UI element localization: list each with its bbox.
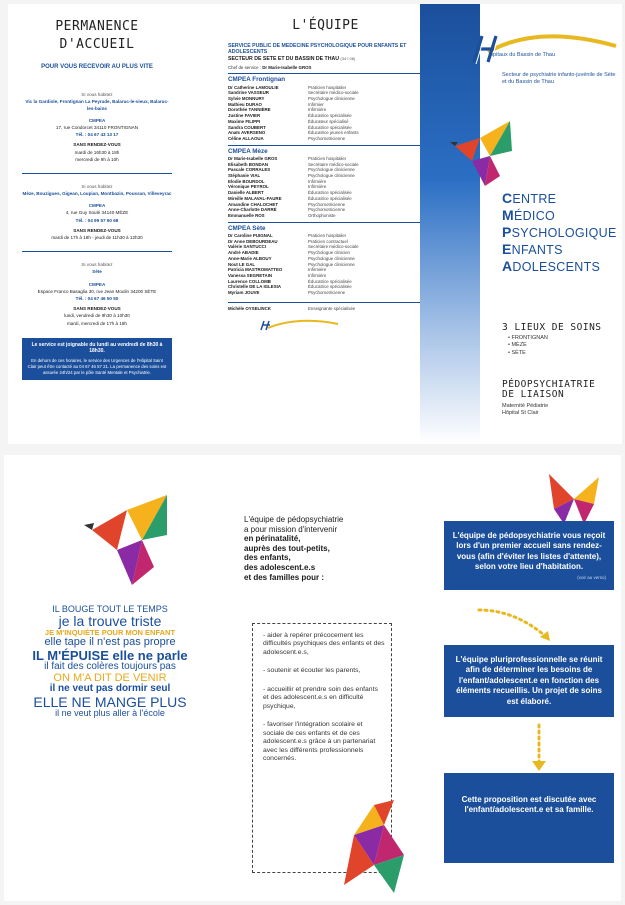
group-hours-1: lundi, vendredi de 9h30 à 10h30 bbox=[64, 313, 130, 319]
member-role: Éducatrice spécialisée bbox=[308, 124, 352, 130]
member-role: Éducatrice spécialisée bbox=[308, 190, 352, 196]
intro-line: auprès des tout-petits, bbox=[244, 543, 330, 553]
liaison-section bbox=[502, 380, 595, 418]
brochure-inside bbox=[4, 455, 621, 901]
mission-item: - soutenir et écouter les parents, bbox=[263, 667, 361, 675]
member-name: Sylvie MONNURY bbox=[228, 95, 265, 101]
member-role: Éducatrice jeunes enfants bbox=[308, 130, 359, 136]
member-name: Anaïs AVERSENO bbox=[228, 130, 266, 136]
member-role: Praticien hospitalier bbox=[308, 232, 347, 238]
care-locations bbox=[502, 322, 602, 357]
chef-name: Dr Marie-Isabelle GROS bbox=[262, 64, 312, 70]
member-role: Psychologue clinicienne bbox=[308, 167, 355, 173]
hospital-logo-icon bbox=[228, 318, 348, 332]
member-name: Maxime FILIPPI bbox=[228, 118, 261, 124]
accueil-group-sete bbox=[22, 255, 172, 334]
member-role: Psychomotricienne bbox=[308, 290, 346, 296]
intro-line: des adolescent.e.s bbox=[244, 562, 316, 572]
group-address: 17, rue Condorcet 34110 FRONTIGNAN bbox=[55, 124, 139, 130]
member-name: Anne-Charlotte DARRÉ bbox=[228, 207, 277, 213]
origami-butterfly-icon bbox=[544, 469, 604, 529]
location-item: • FRONTIGNAN bbox=[508, 335, 548, 341]
member-name: Dr Catherine LAMOULIE bbox=[228, 84, 279, 90]
team-heading: CMPEA Sète bbox=[228, 222, 423, 233]
cmpea-line: PSYCHOLOGIQUE bbox=[502, 224, 617, 240]
group-walkin: SANS RENDEZ-VOUS bbox=[73, 306, 121, 312]
service-name: SERVICE PUBLIC DE MEDECINE PSYCHOLOGIQUE POUR ENFANTS ET ADOLESCENTS bbox=[228, 42, 407, 56]
member-role: Infirmière bbox=[308, 267, 327, 273]
step-team-meeting: L'équipe pluriprofessionnelle se réunit afin de déterminer les besoins de l'enfant/adolescent.e en fonction des éléments recueillis. Un projet de soins est élaboré. bbox=[444, 645, 614, 717]
concern-phrase: elle tape il n'est pas propre bbox=[44, 636, 176, 648]
member-role: Praticien hospitalier bbox=[308, 84, 347, 90]
member-role: Praticien contractuel bbox=[308, 238, 348, 244]
member-role: Praticien hospitalier bbox=[308, 155, 347, 161]
group-walkin: SANS RENDEZ-VOUS bbox=[73, 142, 121, 148]
permanence-subtitle: POUR VOUS RECEVOIR AU PLUS VITE bbox=[41, 64, 153, 71]
member-name: Vanessa SEGRETAIN bbox=[228, 273, 273, 278]
permanence-title: PERMANENCE D'ACCUEIL bbox=[55, 19, 139, 52]
intro-line: et des familles pour : bbox=[244, 572, 325, 582]
cover-panel bbox=[420, 4, 622, 444]
member-name: Valérie SANTUCCI bbox=[228, 244, 267, 250]
concern-phrase: ELLE NE MANGE PLUS bbox=[33, 693, 187, 710]
small-hospital-logo bbox=[228, 318, 423, 332]
member-name: Elodie BOURDOL bbox=[228, 178, 265, 184]
group-towns: Sète bbox=[92, 269, 102, 275]
group-hours-2: mercredi de 9h à 10h bbox=[75, 156, 119, 162]
member-role: Psychologue clinicien bbox=[308, 250, 350, 256]
group-address: Espace Franco Basaglia 30, rue Jean Moulin 34200 SÈTE bbox=[37, 288, 157, 294]
member-role: Psychologue clinicienne bbox=[308, 173, 355, 179]
member-role: Éducatrice spécialisée bbox=[308, 278, 352, 284]
origami-horse-icon bbox=[334, 795, 414, 895]
contact-info-box bbox=[22, 338, 172, 380]
member-name: Laurence COLLOMB bbox=[228, 278, 271, 284]
member-role: Infirmière bbox=[308, 178, 327, 184]
member-name: Sandra COUBERT bbox=[228, 124, 266, 130]
member-role: Éducateur spécialisé bbox=[308, 118, 349, 124]
accueil-group-meze bbox=[22, 177, 172, 248]
permanence-column bbox=[22, 18, 172, 380]
team-member bbox=[228, 213, 423, 219]
brochure-outside bbox=[8, 4, 622, 444]
mission-item: - favoriser l'intégration scolaire et sociale de ces enfants et de ces adolescent.e.s grâce à un partenariat avec les différents professionnels concernés. bbox=[263, 721, 376, 763]
member-name: Danielle ALBERT bbox=[228, 190, 264, 196]
liaison-title-2: DE LIAISON bbox=[502, 389, 565, 401]
group-phone: Tél. : 04 67 46 50 50 bbox=[75, 295, 119, 301]
member-role: Psychomotricienne bbox=[308, 136, 346, 141]
contact-emergency: En dehors de ces horaires, le service des Urgences de l'Hôpital Saint Clair peut être contacté au 04 67 46 57 21. La permanence des soins est assurée 24h/24 par le pôle Santé Mentale et Psychiatrie. bbox=[27, 358, 167, 375]
member-name: André ABADIE bbox=[228, 250, 259, 256]
member-role: Éducatrice spécialisée bbox=[308, 195, 352, 201]
intro-line: en périnatalité, bbox=[244, 534, 301, 544]
sector-code: (34 I 06) bbox=[340, 55, 356, 61]
member-name: Elisabeth BONDAN bbox=[228, 161, 269, 167]
member-name: Myriam JOUVE bbox=[228, 290, 260, 296]
member-name: Véronique PEYROL bbox=[228, 184, 269, 190]
team-lists bbox=[228, 73, 423, 296]
group-hours-1: mardi de 16h30 à 18h bbox=[74, 149, 120, 155]
member-role: Infirmière bbox=[308, 184, 327, 190]
cmpea-line: MÉDICO bbox=[502, 207, 556, 223]
member-role: Psychologue clinicienne bbox=[308, 255, 355, 261]
intro-line: L'équipe de pédopsychiatrie bbox=[244, 515, 344, 524]
parent-concerns bbox=[10, 605, 210, 719]
team-heading: CMPEA Mèze bbox=[228, 145, 423, 156]
member-role: Psychologue clinicienne bbox=[308, 95, 355, 101]
extra-member bbox=[228, 302, 423, 312]
member-role: Secrétaire médico-sociale bbox=[308, 244, 359, 250]
member-role: Infirmier bbox=[308, 101, 324, 107]
member-role: Psychomotricienne bbox=[308, 201, 346, 207]
intro-line: a pour mission d'intervenir bbox=[244, 524, 338, 534]
hospital-logo-text: ôpitaux du Bassin de Thau bbox=[490, 52, 556, 58]
concern-phrase: IL M'ÉPUISE elle ne parle bbox=[32, 647, 188, 663]
member-name: Sandrine VASSEUR bbox=[228, 90, 269, 96]
team-member bbox=[228, 136, 423, 142]
member-name: Emmanuelle ROS bbox=[228, 213, 265, 219]
cmpea-title bbox=[502, 190, 617, 275]
member-name: Patricia MASTROMATTEO bbox=[228, 267, 283, 273]
member-role: Éducatrice spécialisée bbox=[308, 113, 352, 119]
cmpea-line: CENTRE bbox=[502, 190, 557, 206]
member-role: Infirmière bbox=[308, 273, 327, 278]
step-discussion: Cette proposition est discutée avec l'enfant/adolescent.e et sa famille. bbox=[444, 773, 614, 863]
concern-phrase: il fait des colères toujours pas bbox=[44, 661, 176, 673]
member-role: Infirmière bbox=[308, 107, 327, 113]
mission-item: - accueillir et prendre soin des enfants et des adolescent.e.s en difficulté psychique, bbox=[263, 685, 378, 710]
concern-phrase: il ne veut pas dormir seul bbox=[49, 683, 171, 695]
mission-item: - aider à repérer précocement les difficultés psychiques des enfants et des adolescent.e.s, bbox=[263, 632, 385, 656]
step-note: (voir au verso) bbox=[577, 574, 606, 580]
chef-line bbox=[228, 65, 423, 71]
location-item: • MÈZE bbox=[508, 342, 527, 349]
member-role: Secrétaire médico-sociale bbox=[308, 90, 359, 96]
intro-line: des enfants, bbox=[244, 553, 291, 563]
concern-phrase: ON M'A DIT DE VENIR bbox=[53, 671, 167, 684]
group-address: 4, rue Guy Soulé 34140 MÈZE bbox=[65, 210, 129, 216]
liaison-line-1: Maternité Pédiatrie bbox=[502, 402, 549, 409]
team-heading: CMPEA Frontignan bbox=[228, 73, 423, 84]
group-center-name: CMPEA bbox=[88, 203, 106, 209]
group-hours-1: mardi de 17h à 18h - jeudi de 11h30 à 12h30 bbox=[51, 235, 143, 240]
cmpea-line: ADOLESCENTS bbox=[502, 258, 601, 274]
mission-intro bbox=[244, 515, 374, 582]
cover-description: Secteur de psychiatrie infanto-juvénile de Sète et du Bassin de Thau bbox=[502, 72, 616, 86]
team-member bbox=[228, 290, 423, 296]
member-role: Éducatrice spécialisée bbox=[308, 284, 352, 290]
liaison-line-2: Hôpital St Clair bbox=[502, 410, 539, 417]
member-role: Secrétaire médico-sociale bbox=[308, 161, 359, 167]
divider bbox=[22, 251, 172, 252]
origami-bird-icon bbox=[450, 116, 520, 196]
group-towns: Vic la Gardiole, Frontignan La Peyrade, Balaruc-le-vieux, Balaruc-les-bains bbox=[25, 99, 169, 111]
group-towns: Mèze, Bouzigues, Gigean, Loupian, Montbazin, Poussan, Villeveyrac bbox=[22, 191, 172, 197]
member-name: Pascale CORRALES bbox=[228, 167, 271, 173]
group-center-name: CMPEA bbox=[88, 281, 106, 287]
member-name: Nouï LE GAL bbox=[228, 261, 256, 267]
group-center-name: CMPEA bbox=[88, 117, 106, 123]
member-name: Stéphanie VIAL bbox=[228, 173, 261, 179]
member-name: Michèle OYSELINCK bbox=[228, 305, 271, 311]
group-if: Si vous habitez bbox=[81, 92, 113, 98]
member-role: Psychomotricienne bbox=[308, 207, 346, 213]
hospital-h-logo-icon bbox=[468, 30, 618, 70]
member-name: Anne-Marie ALBOUY bbox=[228, 255, 272, 261]
equipe-title: L'ÉQUIPE bbox=[292, 18, 359, 33]
location-item: • SÈTE bbox=[508, 349, 526, 356]
care-locations-title: 3 LIEUX DE SOINS bbox=[502, 322, 602, 333]
group-walkin: SANS RENDEZ-VOUS bbox=[73, 227, 121, 233]
member-name: Mathieu DURAO bbox=[228, 101, 262, 107]
dotted-arrow-icon bbox=[519, 723, 559, 773]
hospital-logo bbox=[468, 30, 618, 75]
step-first-reception: L'équipe de pédopsychiatrie vous reçoit lors d'un premier accueil sans rendez-vous (afin d'éviter les listes d'attente), selon votre lieu d'habitation. (voir au verso) bbox=[444, 521, 614, 590]
member-name: Dr Marie-Isabelle GROS bbox=[228, 155, 278, 161]
group-if: Si vous habitez bbox=[81, 262, 113, 268]
member-name: Dorothée TANNIÈRE bbox=[228, 107, 271, 113]
member-name: Céline ALLAOUA bbox=[228, 136, 264, 141]
member-role: Psychologue clinicienne bbox=[308, 261, 355, 267]
concern-phrase: JE M'INQUIÈTE POUR MON ENFANT bbox=[44, 628, 176, 638]
accueil-group-frontignan bbox=[22, 85, 172, 170]
dotted-arrow-icon bbox=[474, 605, 564, 645]
divider bbox=[22, 173, 172, 174]
contact-hours: Le service est joignable du lundi au vendredi de 8h30 à 18h30. bbox=[31, 341, 163, 355]
group-phone: Tél. : 04 99 57 60 68 bbox=[75, 217, 119, 223]
member-name: Justine FAVIER bbox=[228, 113, 261, 119]
concern-phrase: il ne veut plus aller à l'école bbox=[55, 708, 165, 719]
member-role: Orthophoniste bbox=[308, 213, 336, 219]
concern-phrase: IL BOUGE TOUT LE TEMPS bbox=[52, 604, 168, 614]
liaison-title-1: PÉDOPSYCHIATRIE bbox=[502, 379, 596, 390]
chef-label: Chef de service : bbox=[228, 64, 261, 70]
origami-bird-icon bbox=[82, 495, 172, 595]
member-name: Dr Caroline PUIGNAL bbox=[228, 232, 273, 238]
group-hours-2: mardi, mercredi de 17h à 18h bbox=[66, 320, 127, 326]
member-name: Amandine CHALOCHET bbox=[228, 201, 279, 207]
concern-phrase: je la trouve triste bbox=[58, 613, 162, 630]
sector-name: SECTEUR DE SETE ET DU BASSIN DE THAU (34 I 06) bbox=[228, 55, 356, 62]
group-if: Si vous habitez bbox=[81, 183, 113, 189]
group-phone: Tél. : 04 67 43 13 17 bbox=[75, 132, 119, 138]
equipe-column bbox=[228, 18, 423, 332]
member-name: Christelle DE LA IGLESIA bbox=[228, 284, 282, 290]
member-name: Mireille MALAVAL-FAURE bbox=[228, 195, 282, 201]
member-role: Enseignante spécialisée bbox=[308, 305, 356, 311]
cmpea-line: ENFANTS bbox=[502, 241, 563, 257]
member-name: Dr Anne DEBOURDEAU bbox=[228, 238, 278, 244]
